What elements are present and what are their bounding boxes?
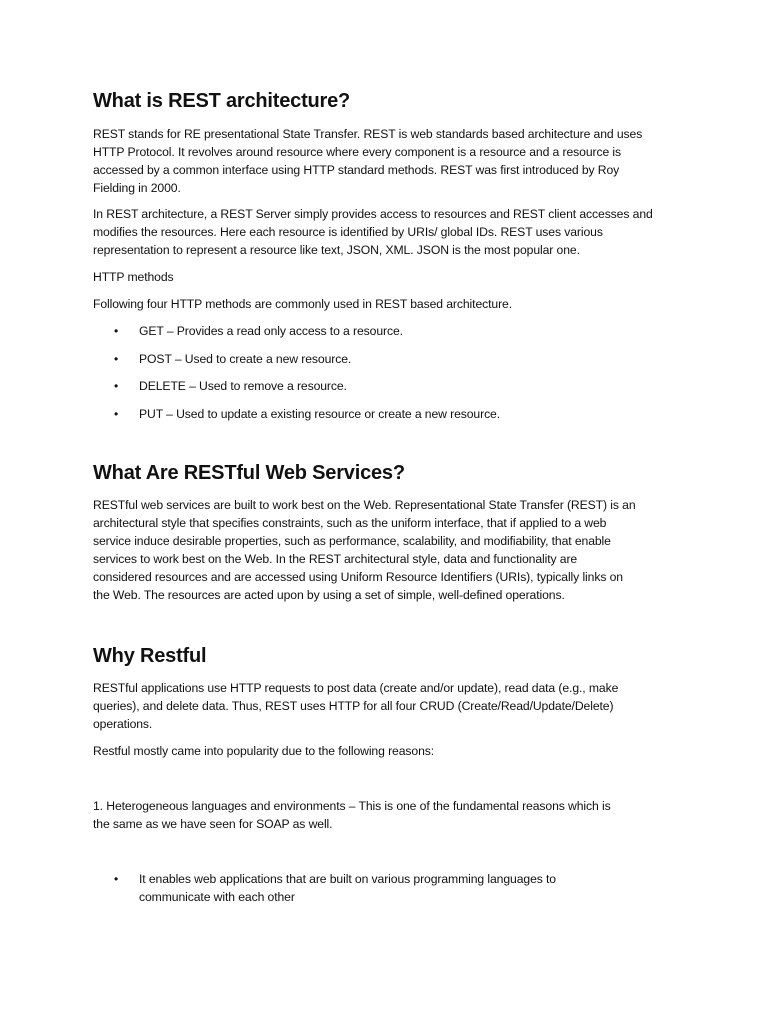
paragraph-popularity-reasons (93, 742, 653, 760)
list-item-post: POST – Used to create a new resource. (139, 352, 352, 366)
text-line: Following four HTTP methods are commonly used in REST based architecture. (93, 297, 513, 311)
text-line: REST stands for RE presentational State Transfer. REST is web standards based architecture and uses (93, 127, 643, 141)
text-line: accessed by a common interface using HTTP standard methods. REST was first introduced by Roy (93, 163, 620, 177)
text-line: modifies the resources. Here each resource is identified by URIs/ global IDs. REST uses various (93, 225, 603, 239)
text-line: HTTP methods (93, 270, 174, 284)
text-line: considered resources and are accessed using Uniform Resource Identifiers (URIs), typically links on (93, 570, 623, 584)
text-line: RESTful applications use HTTP requests to post data (create and/or update), read data (e.g., make (93, 681, 619, 695)
bullet-marker: • (114, 407, 119, 421)
bullet-marker: • (114, 872, 119, 886)
text-line: service induce desirable properties, such as performance, scalability, and modifiability, that enable (93, 534, 611, 548)
list-item-get: GET – Provides a read only access to a resource. (139, 324, 403, 338)
text-line: Fielding in 2000. (93, 181, 181, 195)
text-line: It enables web applications that are built on various programming languages to (139, 872, 556, 886)
heading-rest-architecture: What is REST architecture? (93, 90, 351, 112)
list-item-delete: DELETE – Used to remove a resource. (139, 379, 347, 393)
text-line: the same as we have seen for SOAP as well. (93, 817, 333, 831)
paragraph-reason-heterogeneous (93, 797, 653, 833)
paragraph-restful-services (93, 496, 653, 604)
text-line: the Web. The resources are acted upon by using a set of simple, well-defined operations. (93, 588, 565, 602)
paragraph-rest-definition (93, 125, 653, 197)
list-item-put: PUT – Used to update a existing resource or create a new resource. (139, 407, 501, 421)
paragraph-methods-intro (93, 295, 653, 313)
heading-restful-web-services: What Are RESTful Web Services? (93, 462, 405, 484)
text-line: In REST architecture, a REST Server simply provides access to resources and REST client accesses and (93, 207, 653, 221)
bullet-marker: • (114, 379, 119, 393)
text-line: HTTP Protocol. It revolves around resource where every component is a resource and a resource is (93, 145, 622, 159)
text-line: operations. (93, 717, 153, 731)
paragraph-rest-server (93, 205, 653, 259)
text-line: queries), and delete data. Thus, REST uses HTTP for all four CRUD (Create/Read/Update/Delete) (93, 699, 614, 713)
paragraph-http-methods-label (93, 268, 653, 286)
text-line: services to work best on the Web. In the REST architectural style, data and functionality are (93, 552, 578, 566)
heading-why-restful: Why Restful (93, 645, 207, 667)
text-line: RESTful web services are built to work best on the Web. Representational State Transfer (REST) is an (93, 498, 636, 512)
bullet-marker: • (114, 324, 119, 338)
text-line: communicate with each other (139, 890, 295, 904)
paragraph-restful-applications (93, 679, 653, 733)
text-line: Restful mostly came into popularity due to the following reasons: (93, 744, 435, 758)
bullet-marker: • (114, 352, 119, 366)
text-line: 1. Heterogeneous languages and environments – This is one of the fundamental reasons which is (93, 799, 611, 813)
text-line: architectural style that specifies constraints, such as the uniform interface, that if applied to a web (93, 516, 607, 530)
list-item-web-applications (139, 870, 556, 906)
text-line: representation to represent a resource like text, JSON, XML. JSON is the most popular one. (93, 243, 580, 257)
